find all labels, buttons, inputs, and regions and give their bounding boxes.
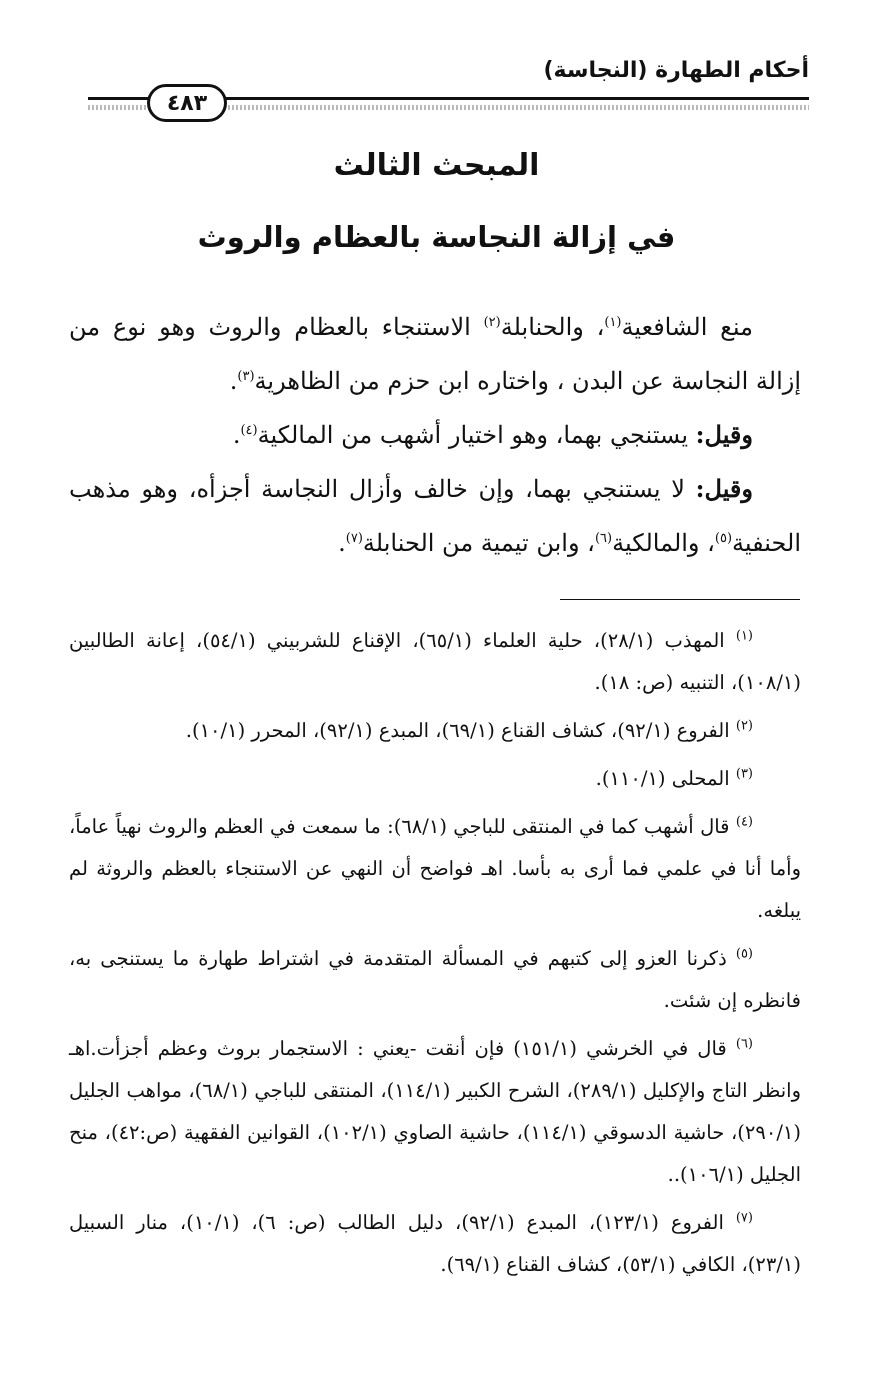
text-run: . bbox=[232, 421, 241, 449]
footnote-number: (٢) bbox=[735, 718, 753, 734]
page-number: ٤٨٣ bbox=[166, 90, 208, 116]
footnote-ref[interactable]: (٧) bbox=[345, 531, 363, 546]
footnote-text: ذكرنا العزو إلى كتبهم في المسألة المتقدمة في اشتراط طهارة ما يستنجى به، فانظره إن شئت. bbox=[69, 947, 801, 1012]
section-subtitle: في إزالة النجاسة بالعظام والروث bbox=[197, 220, 676, 254]
text-run: . bbox=[229, 367, 238, 395]
footnote-text: قال أشهب كما في المنتقى للباجي (٦٨/١): ما سمعت في العظم والروث نهياً عاماً، وأما أنا في علمي فما أرى به بأسا. اهـ فواضح أن النهي عن الاستنجاء بالعظم والروثة لم يبلغه. bbox=[69, 815, 801, 922]
footnote-7 bbox=[69, 1202, 801, 1286]
footnote-text: المهذب (٢٨/١)، حلية العلماء (٦٥/١)، الإقناع للشربيني (٥٤/١)، إعانة الطالبين (١٠٨/١)، التنبيه (ص: ١٨). bbox=[69, 629, 801, 694]
footnote-text: الفروع (١٢٣/١)، المبدع (٩٢/١)، دليل الطالب (ص: ٦)، (١٠/١)، منار السبيل (٢٣/١)، الكافي (٥٣/١)، كشاف القناع (٦٩/١). bbox=[69, 1211, 801, 1276]
footnote-number: (٤) bbox=[735, 814, 753, 830]
body-text bbox=[69, 300, 801, 570]
text-run: . bbox=[338, 529, 346, 557]
paragraph-2 bbox=[69, 408, 801, 462]
footnote-number: (٣) bbox=[735, 766, 753, 782]
footnote-ref[interactable]: (٣) bbox=[237, 369, 255, 384]
text-run: يستنجي بهما، وهو اختيار أشهب من المالكية bbox=[257, 421, 696, 449]
lead-word: وقيل: bbox=[695, 474, 753, 503]
lead-word: وقيل: bbox=[695, 420, 753, 449]
footnote-text: الفروع (٩٢/١)، كشاف القناع (٦٩/١)، المبدع (٩٢/١)، المحرر (١٠/١). bbox=[185, 719, 736, 742]
footnote-number: (٦) bbox=[735, 1036, 753, 1052]
paragraph-1 bbox=[69, 300, 801, 408]
footnote-number: (٧) bbox=[735, 1210, 753, 1226]
text-run: ، وابن تيمية من الحنابلة bbox=[362, 529, 595, 557]
section-title: المبحث الثالث bbox=[333, 148, 540, 183]
footnote-ref[interactable]: (١) bbox=[604, 315, 622, 330]
page-number-badge bbox=[147, 84, 227, 122]
footnote-ref[interactable]: (٥) bbox=[714, 531, 733, 546]
footnote-2 bbox=[69, 710, 801, 752]
footnote-6 bbox=[69, 1028, 801, 1196]
footnote-1 bbox=[69, 620, 801, 704]
paragraph-3 bbox=[69, 462, 801, 570]
text-run: لا يستنجي بهما، وإن خالف وأزال النجاسة أجزأه، وهو مذهب الحنفية bbox=[69, 475, 801, 557]
footnote-number: (٥) bbox=[735, 946, 753, 962]
footnote-3 bbox=[69, 758, 801, 800]
text-run: ، والحنابلة bbox=[500, 313, 605, 341]
footnote-ref[interactable]: (٦) bbox=[594, 531, 613, 546]
footnote-ref[interactable]: (٤) bbox=[240, 423, 258, 438]
running-title: أحكام الطهارة (النجاسة) bbox=[543, 58, 809, 83]
footnote-4 bbox=[69, 806, 801, 932]
footnote-ref[interactable]: (٢) bbox=[483, 315, 501, 330]
text-run: ، والمالكية bbox=[612, 529, 715, 557]
footnote-text: المحلى (١١٠/١). bbox=[595, 767, 736, 790]
text-run: منع الشافعية bbox=[621, 313, 754, 341]
footnote-separator bbox=[560, 599, 800, 600]
footnote-number: (١) bbox=[735, 628, 753, 644]
footnotes bbox=[69, 620, 801, 1292]
text-run: الاستنجاء بالعظام والروث وهو نوع من إزالة النجاسة عن البدن ، واختاره ابن حزم من الظاهرية bbox=[69, 313, 801, 395]
footnote-5 bbox=[69, 938, 801, 1022]
footnote-text: قال في الخرشي (١٥١/١) فإن أنقت -يعني : الاستجمار بروث وعظم أجزأت.اهـ وانظر التاج والإكليل (٢٨٩/١)، الشرح الكبير (١١٤/١)، المنتقى للباجي (٦٨/١)، مواهب الجليل (٢٩٠/١)، حاشية الدسوقي (١١٤/١)، حاشية الصاوي (١٠٢/١)، القوانين الفقهية (ص:٤٢)، منح الجليل (١٠٦/١).. bbox=[69, 1037, 801, 1186]
